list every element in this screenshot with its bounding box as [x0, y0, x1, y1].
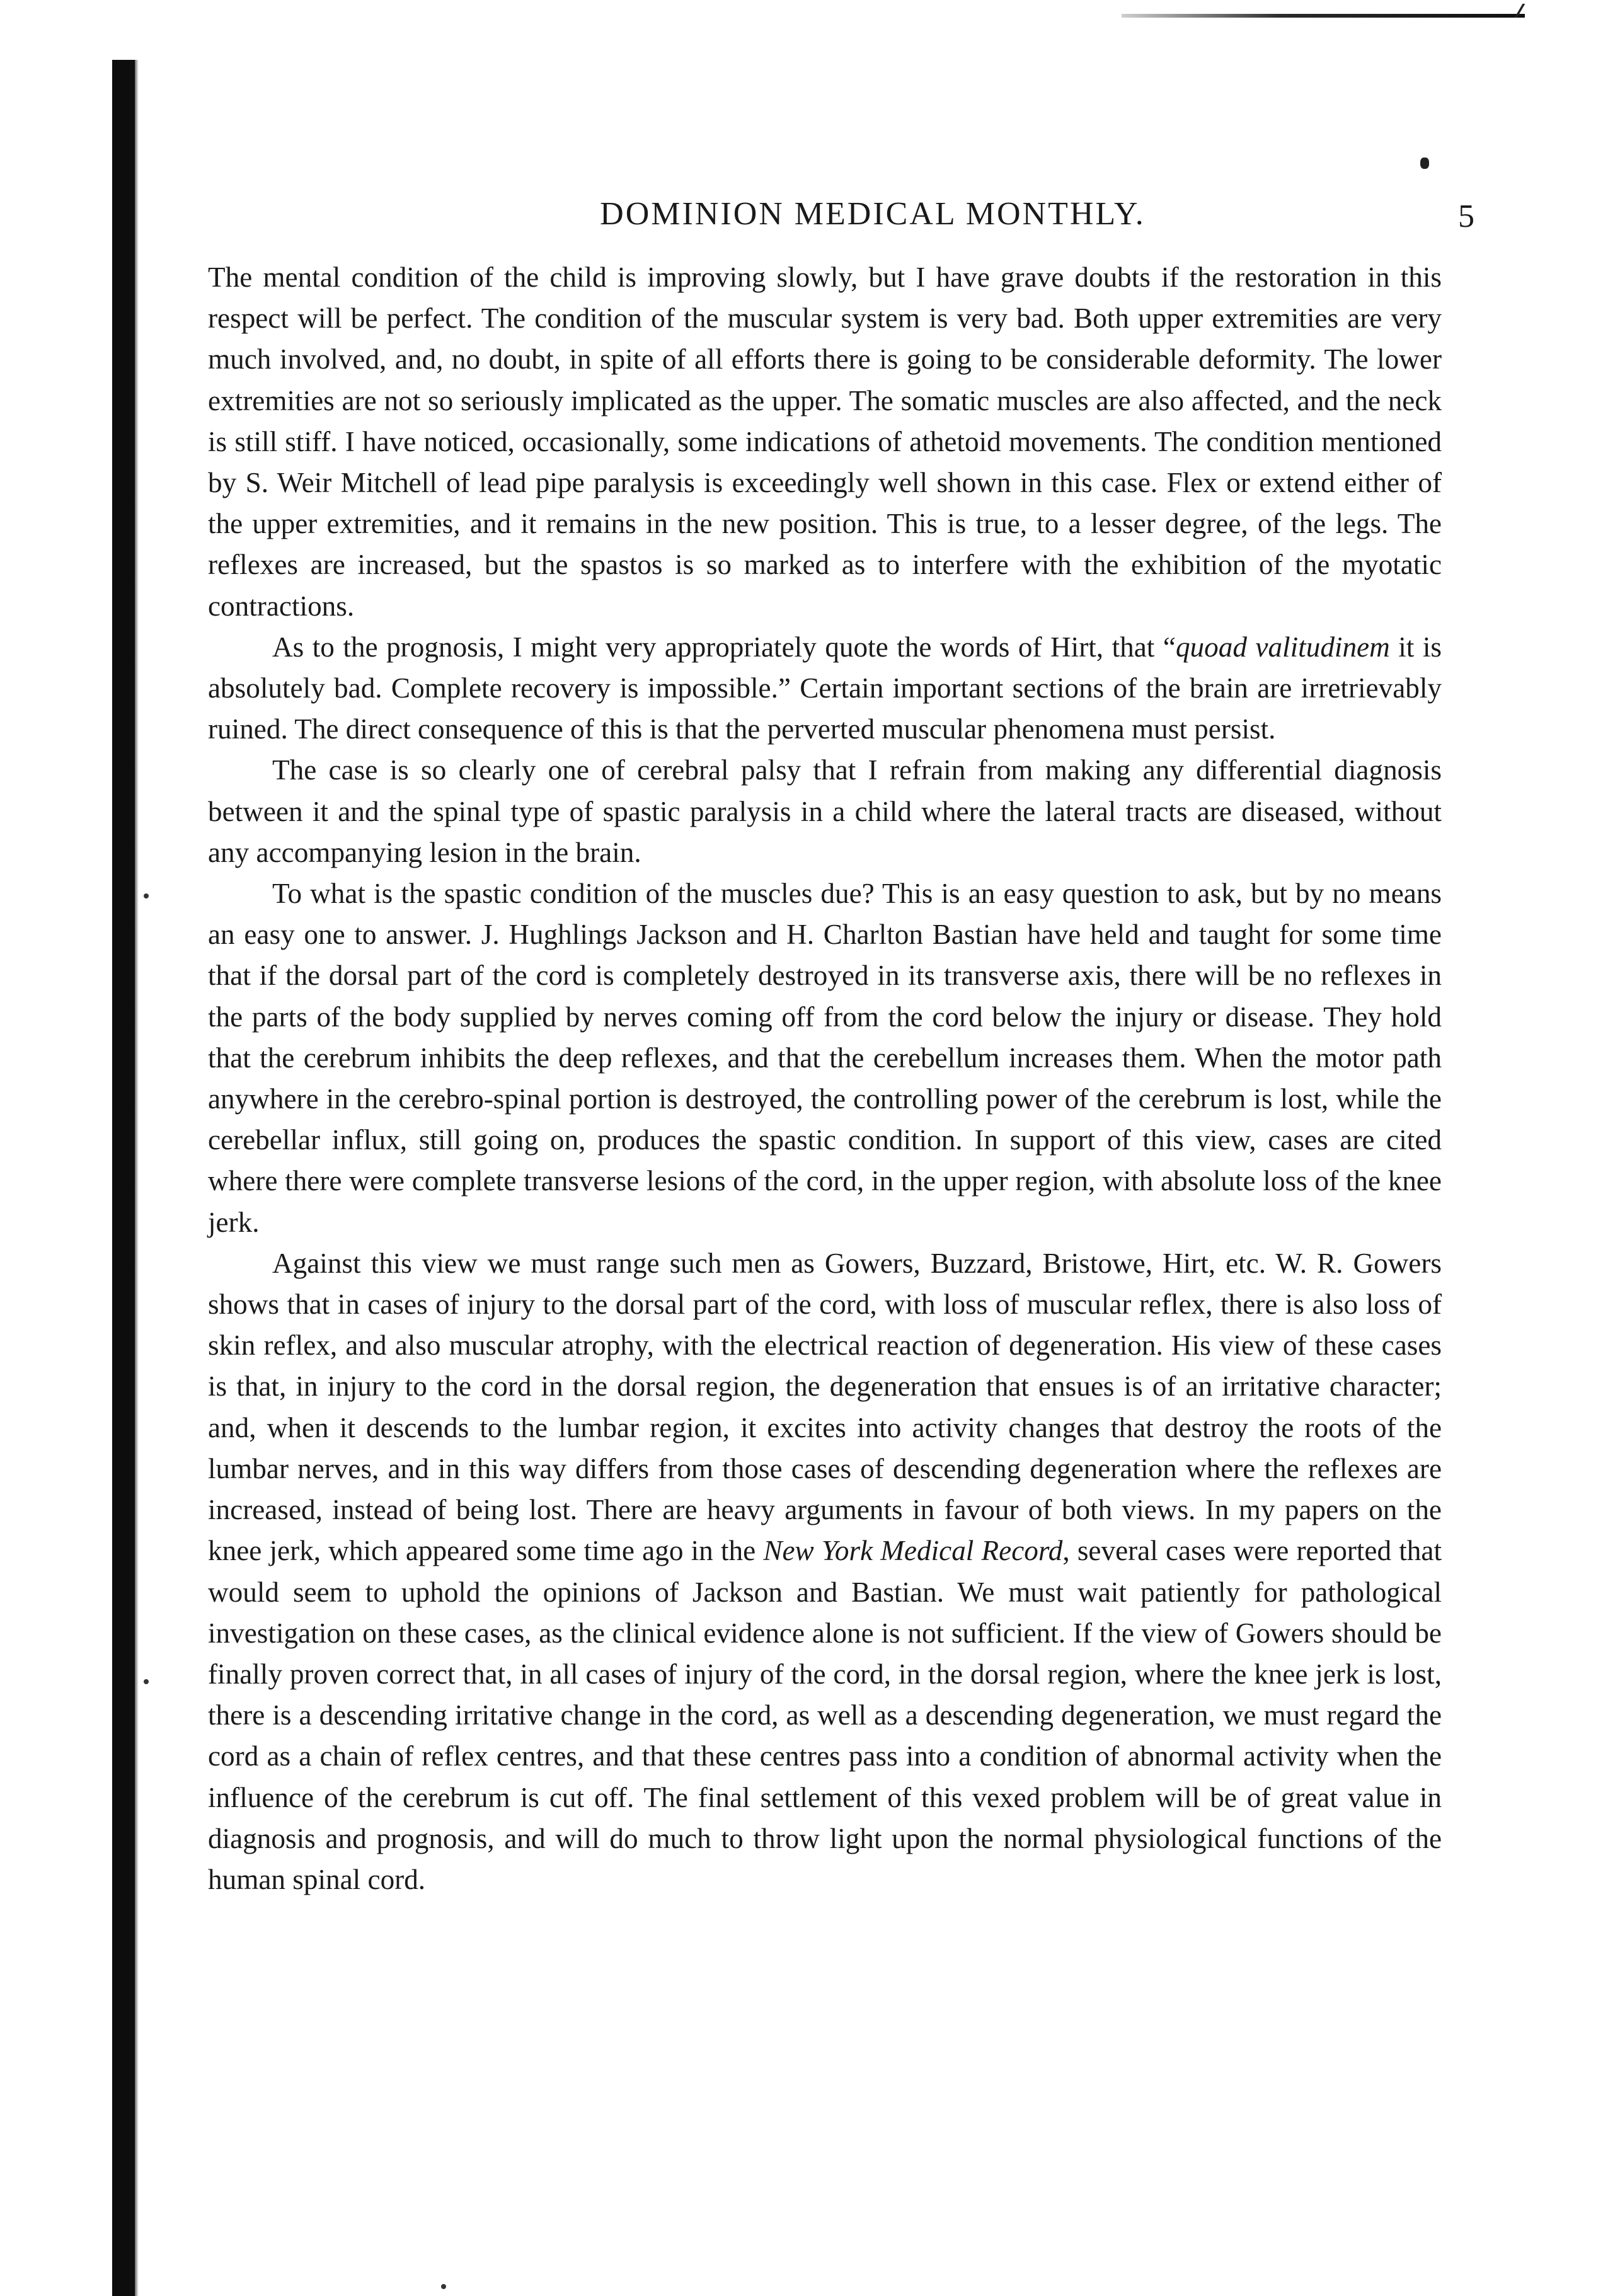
page-binding-edge [112, 60, 135, 2296]
margin-dot [144, 1679, 149, 1684]
paragraph-text: Against this view we must range such men as Gowers, Buzzard, Bristowe, Hirt, etc. W. R. Gowers shows that in cases of injury to the dorsal part of the cord, with loss of muscular reflex, there is also loss of skin reflex, and also muscular atrophy, with the electrical reaction of degeneration. His view of these cases is that, in injury to the cord in the dorsal region, the degeneration that ensues is of an irritative character; and, when it descends to the lumbar region, it excites into activity changes that destroy the roots of the lumbar nerves, and in this way differs from those cases of descending degeneration where the reflexes are increased, instead of being lost. There are heavy arguments in favour of both views. In my papers on the knee jerk, which appeared some time ago in the [208, 1247, 1442, 1567]
margin-dot [144, 893, 149, 898]
running-title: DOMINION MEDICAL MONTHLY. [600, 196, 1146, 232]
paragraph-text: As to the prognosis, I might very appropriately quote the words of Hirt, that “ [272, 631, 1176, 663]
paragraph [208, 1243, 1442, 1900]
paragraph-text: it is absolutely bad. Complete recovery is impossible.” Certain important sections of the brain are irretrievably ruined. The direct consequence of this is that the perverted muscular phenomena must persist. [208, 631, 1442, 745]
paragraph [208, 750, 1442, 873]
journal-title: New York Medical Record [763, 1535, 1063, 1567]
top-scan-rule [1122, 14, 1525, 18]
article-body [208, 257, 1442, 1900]
paragraph-text: The case is so clearly one of cerebral palsy that I refrain from making any differential diagnosis between it and the spinal type of spastic paralysis in a child where the lateral tracts are diseased, without any accompanying lesion in the brain. [208, 754, 1442, 868]
paragraph [208, 873, 1442, 1243]
page-number: 5 [1458, 198, 1474, 234]
latin-phrase: quoad valitudinem [1175, 631, 1390, 663]
corner-ink-mark [1420, 158, 1429, 169]
running-header [271, 195, 1474, 246]
paragraph-text: The mental condition of the child is improving slowly, but I have grave doubts if the restoration in this respect will be perfect. The condition of the muscular system is very bad. Both upper extremities are very much involved, and, no doubt, in spite of all efforts there is going to be considerable deformity. The lower extremities are not so seriously implicated as the upper. The somatic muscles are also affected, and the neck is still stiff. I have noticed, occasionally, some indications of athetoid movements. The condition mentioned by S. Weir Mitchell of lead pipe paralysis is exceedingly well shown in this case. Flex or extend either of the upper extremities, and it remains in the new position. This is true, to a lesser degree, of the legs. The reflexes are increased, but the spastos is so marked as to interfere with the exhibition of the myotatic contractions. [208, 261, 1442, 622]
paragraph-text: To what is the spastic condition of the muscles due? This is an easy question to ask, but by no means an easy one to answer. J. Hughlings Jackson and H. Charlton Bastian have held and taught for some time that if the dorsal part of the cord is completely destroyed in its transverse axis, there will be no reflexes in the parts of the body supplied by nerves coming off from the cord below the injury or disease. They hold that the cerebrum inhibits the deep reflexes, and that the cerebellum increases them. When the motor path anywhere in the cerebro-spinal portion is destroyed, the controlling power of the cerebrum is lost, while the cerebellar influx, still going on, produces the spastic condition. In support of this view, cases are cited where there were complete transverse lesions of the cord, in the upper region, with absolute loss of the knee jerk. [208, 878, 1442, 1238]
paragraph [208, 627, 1442, 750]
paragraph [208, 257, 1442, 627]
paragraph-text: , several cases were reported that would seem to uphold the opinions of Jackson and Bastian. We must wait patiently for pathological investigation on these cases, as the clinical evidence alone is not sufficient. If the view of Gowers should be finally proven correct that, in all cases of injury of the cord, in the dorsal region, where the knee jerk is lost, there is a descending irritative change in the cord, as well as a descending degeneration, we must regard the cord as a chain of reflex centres, and that these centres pass into a condition of abnormal activity when the influence of the cerebrum is cut off. The final settlement of this vexed problem will be of great value in diagnosis and prognosis, and will do much to throw light upon the normal physiological functions of the human spinal cord. [208, 1535, 1442, 1895]
margin-dot [441, 2284, 446, 2289]
